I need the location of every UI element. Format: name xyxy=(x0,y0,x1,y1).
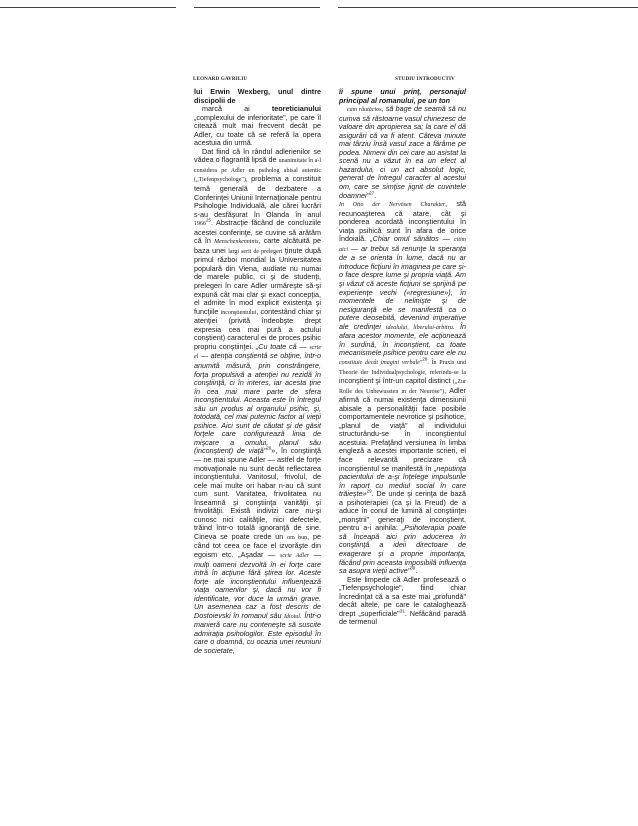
text-run: . În afara acestor momente, ele acţionează în surdină, în inconştient, ca toate mecanismele psihice pentru care ele nu xyxy=(339,321,466,358)
text-run: . În Praxis und Theorie der Individualpsychologie, referindu-se la xyxy=(339,359,466,376)
text-run: , pe când tot ceea ce face el izvorăşte din egoism etc. „Aşadar — xyxy=(194,531,321,559)
text-run: . xyxy=(415,566,418,576)
text-run: . Abstracţie făcând de concluziile acestei conferinţe, se cuvine să arătăm că în xyxy=(194,218,321,246)
text-run: Dat fiind că în rândul adlerienilor se vădea o flagrantă lipsă de xyxy=(194,146,321,165)
text-run: scrie Adler xyxy=(279,552,310,559)
paragraph xyxy=(339,200,466,576)
footnote-ref: 31 xyxy=(399,608,405,614)
text-run: — mulţi oameni dezvoltă în ei forţe care intră în acţiune fără ştirea lor. Aceste forţe ale inconştientului influenţează viaţa oamenilor şi, dacă nu vor fi identificate, vor duce la urmări grave. Un asemenea caz a fost descris de Dostoievski în romanul său xyxy=(194,549,321,620)
text-run: lui Erwin Wexberg, unul dintre discipolii de xyxy=(194,87,321,105)
footnote-ref: 25 xyxy=(206,217,212,223)
text-run: . Nefăcând paradă de termenul xyxy=(339,608,466,627)
text-run: In Otto der Nervösen Charakter xyxy=(339,202,446,209)
header-rule-right xyxy=(338,7,638,8)
text-run: », în conştiinţă — ne mai spune Adler — astfel de forţe motivaţionale nu sunt decât reflectarea inconştientului. Vanitosul, frivolul, de cele mai multe ori habar n-au că sunt cum sunt. Vanitatea, frivolitatea nu înseamnă şi conştiinţa vanităţii şi frivolităţii. Există indivizi care nu-şi cunosc nici calităţile, nici defectele, trăind într-o totală ignoranţă de sine. Cineva se poate crede un xyxy=(194,446,321,541)
text-run: ţinute după primul război mondial la Universitatea populară din Viena, audiate nu numai de marele public, ci şi de studenţi, prelegeri în care Adler urmăreşte să-şi expună cât mai clar şi exact concepţia, el admite în mod explicit existenţa şi funcţiile xyxy=(194,245,322,316)
text-run: Idiotul xyxy=(283,613,300,620)
paragraph xyxy=(339,576,466,627)
text-column-right xyxy=(339,88,466,627)
text-run: teoreticianului xyxy=(271,104,321,114)
footnote-ref: 30 xyxy=(410,565,416,571)
text-run: , carte alcătuită pe baza unei xyxy=(194,236,321,255)
text-run: , contestând chiar şi atenţiei (privită îndeobşte drept expresia cea mai pură a actului conştient) caracterul ei de proces psihic propriu conştiinţei. xyxy=(194,306,321,351)
text-run: „complexului de inferioritate", pe care îl citează mult mai frecvent decât pe Adler, cu toate că se referă la opera acestuia din urmă. xyxy=(194,112,321,148)
text-run: . Într-o manieră care nu conteneşte să suscite admiraţia psihologilor. Este episodul în care o doamnă, cu ocazia unei reuniuni de societate, xyxy=(194,610,321,655)
text-run: „Chiar omul sănătos — xyxy=(370,234,455,244)
running-head-author: LEONARD GAVRILIU xyxy=(193,77,248,82)
text-run: 1966 xyxy=(194,221,206,228)
paragraph xyxy=(194,105,321,148)
text-run: . xyxy=(374,190,377,200)
text-run: , Adler afirmă că numai existenţa dimensiunii abisale a personalităţii face posibile comportamentele nevrotice şi psihotice, „planul de viaţă" al individului structurându-se în inconştientul acestuia. Prefaţând versiunea în limba engleză a acestei importante scrieri, el face relevantă precizare că inconştientul se manifestă în xyxy=(339,385,466,473)
footnote-ref: 27 xyxy=(369,190,375,196)
text-run: — atenţia conştientă se obţine, într-o anumită măsură, prin constrângere, forţa propulsivă a atenţiei nu rezidă în conştiinţă, ci în interes, iar acesta ţine în cea mai mare parte de sfera inconştientului. Aceasta este în întregul său un produs al organului psihic, şi, totodată, cel mai puternic factor al vieţii psihice. Aici sunt de căutat şi de găsit forţele care configurează linia de mişcare a omului, planul său (inconştient) de viaţă" xyxy=(194,351,321,456)
text-run: , stă recunoaşterea că atare, cât şi ponderea acordată inconştientului în viaţa psihică sunt în afara de orice îndoială. xyxy=(339,199,466,244)
text-run: — ar trebui să renunţe la speranţa de a se orienta în lume, dacă nu ar introduce ficţiuni în imaginea pe care şi-o face despre lume şi propria viaţă. Am şi văzut că aceste ficţiuni se sprijină pe experienţe vechi («regresiune»), în momentele de nelinişte şi de nesiguranţă ele se manifestă ca o putere deosebită, devenind imperative ale credinţei xyxy=(339,243,466,331)
paragraph xyxy=(194,148,321,656)
text-column-left xyxy=(194,88,321,656)
text-run: citim aici xyxy=(339,237,467,253)
text-run: „Cu toate că — xyxy=(255,341,310,351)
paragraph xyxy=(194,88,321,105)
paragraph xyxy=(339,105,466,200)
text-run: idealului, liberului-arbitru xyxy=(385,324,453,331)
text-run: . De unde şi cerinţa de bază a psihoterapiei (ca şi la Freud) de a aduce în conul de lumină al conştiinţei „monştrii" generaţi de inconştient, pentru a-i anihila: xyxy=(339,489,466,533)
running-head xyxy=(193,77,455,82)
text-run: constituie decât imagini verbale" xyxy=(339,359,423,366)
text-run: , să bage de seamă să nu cumva să răstoarne vasul chinezesc de valoare din apropierea sa; la care el dă asigurări că va fi atent. Câteva minute mai târziu însă vasul zace a fărâme pe podea. Nimeni din cei care au asistat la scenă nu a văzut în ea un efect al hazardului, ci un act absolut logic, generat de întregul caracter al acestui om, care se simţise jignit de cuvintele doamnei" xyxy=(339,104,466,200)
text-run: Este limpede că Adler profesează o „Tiefenpsychologie", fiind chiar încredinţat că a sa este mai „profundă" decât altele, pe care le catalogheazã drept „superficiale" xyxy=(339,574,466,618)
text-run: inconştientului xyxy=(220,309,257,316)
text-run: „Psihoterapia poate să înceapă aici prin aducerea în conştiinţă a ideii directoare de exagerare şi a proprie importanţa, făcând prin aceasta imposibilă influenţa sa asupra vieţii active" xyxy=(339,523,466,576)
paragraph xyxy=(339,88,466,105)
text-run: îi spune unui prinţ, personajul principal al romanului, pe un ton xyxy=(339,87,466,105)
footnote-ref: 26 xyxy=(266,446,272,452)
text-run: Menschenkenntnis xyxy=(214,239,259,246)
text-run: („Zur Rolle des Unbewussten in der Neurose") xyxy=(339,379,466,395)
text-run: inconştient şi într-un capitol distinct xyxy=(339,376,453,386)
footnote-ref: 28 xyxy=(422,356,428,362)
header-rule-middle xyxy=(194,7,320,8)
text-run: unanimitate în a-l considera pe Adler un psiholog abisal autentic („Tiefenpsychologe"), xyxy=(194,158,321,184)
text-run: scrie el xyxy=(194,344,322,361)
text-run: cam răutăcios xyxy=(347,107,382,114)
header-rule-left xyxy=(0,7,176,8)
footnote-ref: 29 xyxy=(366,488,372,494)
text-run: problema a constituit temă generală de dezbatere a Conferinţei Uniunii Internaţionale pentru Psihologie Individuală, ale cărei lucrări s-au desfăşurat în Olanda în anul xyxy=(194,174,321,219)
text-run: largi serii de prelegeri xyxy=(228,248,283,255)
text-run: „neputinţa pacientului de a-şi înţelege impulsurile în raport cu mediul social în care trăieşte» xyxy=(339,463,466,499)
running-head-title: STUDIU INTRODUCTIV xyxy=(395,77,455,82)
text-run: marcă ai xyxy=(202,104,272,114)
text-run: om bun xyxy=(287,534,308,541)
